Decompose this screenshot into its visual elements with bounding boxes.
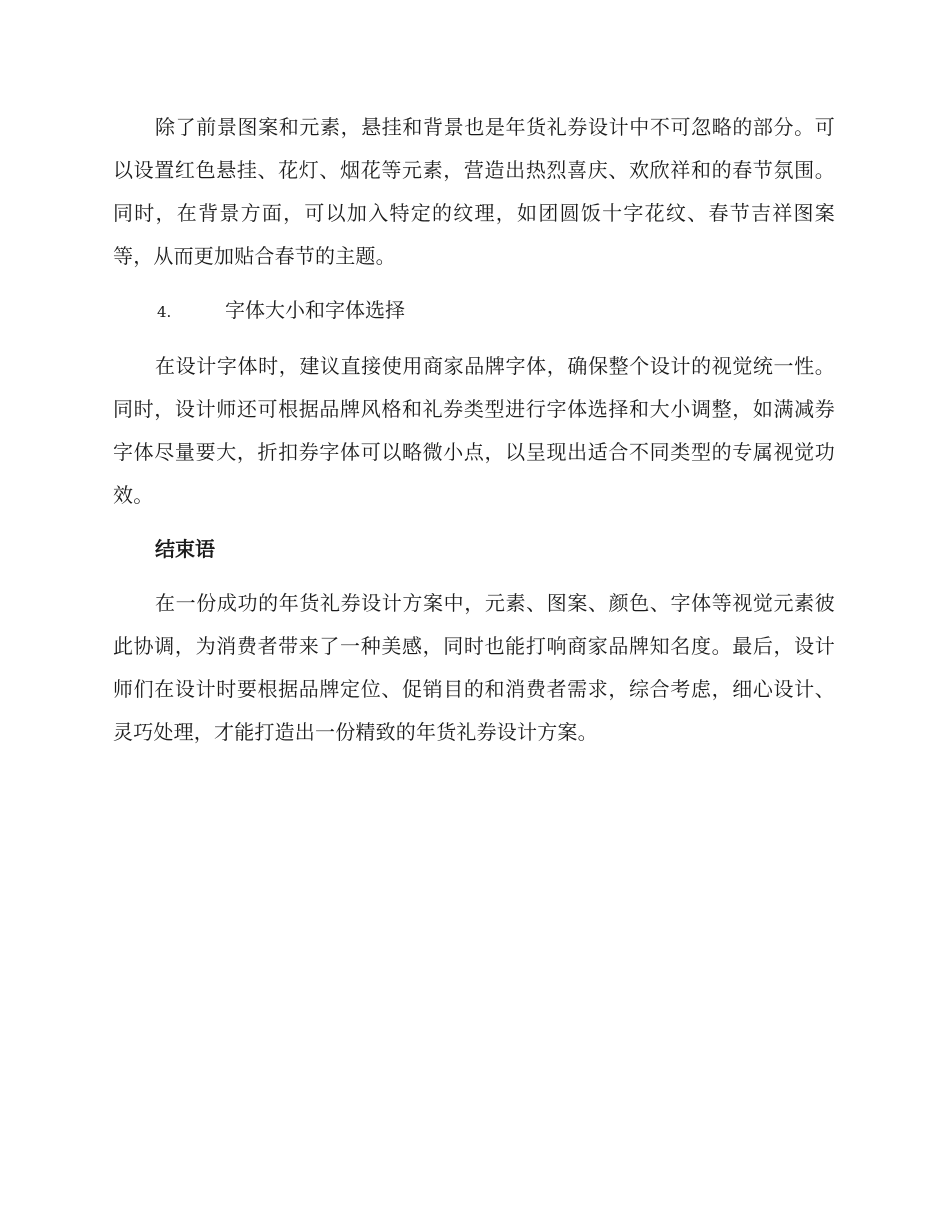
list-item-number: 4. (157, 303, 172, 321)
list-item-text: 字体大小和字体选择 (225, 298, 405, 322)
section-heading-conclusion: 结束语 (155, 537, 215, 561)
paragraph-font: 在设计字体时，建议直接使用商家品牌字体，确保整个设计的视觉统一性。同时，设计师还可根据品牌风格和礼券类型进行字体选择和大小调整，如满减券字体尽量要大，折扣券字体可以略微小点，以呈现出适合不同类型的专属视觉功效。 (113, 354, 835, 507)
list-item-font-size (113, 289, 835, 334)
paragraph-conclusion: 在一份成功的年货礼券设计方案中，元素、图案、颜色、字体等视觉元素彼此协调，为消费者带来了一种美感，同时也能打响商家品牌知名度。最后，设计师们在设计时要根据品牌定位、促销目的和消费者需求，综合考虑，细心设计、灵巧处理，才能打造出一份精致的年货礼券设计方案。 (113, 591, 835, 744)
paragraph-decoration: 除了前景图案和元素，悬挂和背景也是年货礼券设计中不可忽略的部分。可以设置红色悬挂、花灯、烟花等元素，营造出热烈喜庆、欢欣祥和的春节氛围。同时，在背景方面，可以加入特定的纹理，如团圆饭十字花纹、春节吉祥图案等，从而更加贴合春节的主题。 (113, 115, 835, 268)
document-page (113, 106, 835, 754)
